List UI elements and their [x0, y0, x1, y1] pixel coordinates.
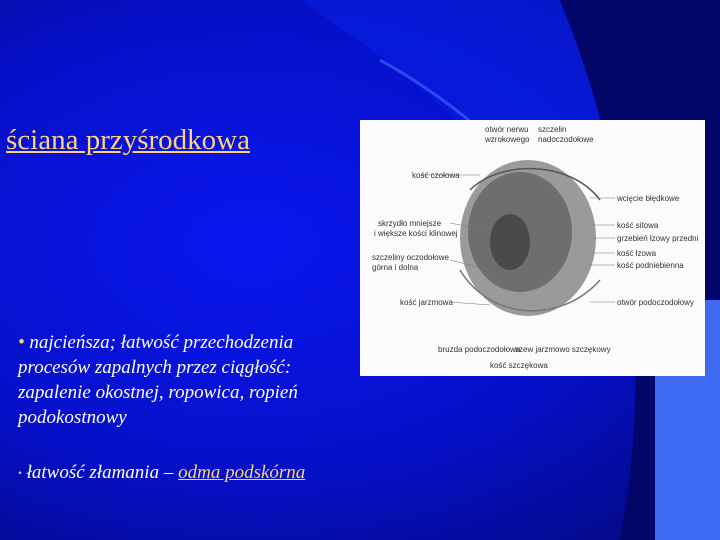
bullet-marker-2: • — [18, 467, 22, 480]
label-maxilla: kość szczękowa — [490, 361, 548, 370]
label-frontal: kość czołowa — [412, 171, 460, 180]
label-optic: otwór nerwu — [485, 125, 529, 134]
label-fissure: szczelin — [538, 125, 567, 134]
label-ethmoid: kość sitowa — [617, 221, 659, 230]
label-infraorbital: otwór podoczodołowy — [617, 298, 694, 307]
bullet-1 — [18, 330, 378, 430]
bullet-1-line-2: procesów zapalnych przez ciągłość: — [18, 357, 292, 378]
label-palatine: kość podniebienna — [617, 261, 684, 270]
label-wing: skrzydło mniejsze — [378, 219, 442, 228]
anatomy-figure — [360, 120, 705, 376]
label-wing2: i większe kości klinowej — [374, 229, 458, 238]
label-lacrimal: kość łzowa — [617, 249, 657, 258]
label-suture: szew jarzmowo szczękowy — [515, 345, 611, 354]
bullet-1-line-1: najcieńsza; łatwość przechodzenia — [29, 332, 294, 353]
bullet-2-text: łatwość złamania – — [26, 462, 179, 483]
label-groove: bruzda podoczodołowa — [438, 345, 521, 354]
bullet-2 — [18, 462, 305, 484]
slide-title: ściana przyśrodkowa — [6, 124, 250, 156]
label-orbital-fissures: szczeliny oczodołowe — [372, 253, 449, 262]
label-zygomatic: kość jarzmowa — [400, 298, 453, 307]
bullet-1-line-3: zapalenie okostnej, ropowica, ropień — [18, 382, 298, 403]
bullet-2-highlight: odma podskórna — [178, 462, 306, 483]
label-orbital-fissures2: górna i dolna — [372, 263, 419, 272]
orbit-illustration — [360, 120, 705, 376]
label-fissure2: nadoczodołowe — [538, 135, 594, 144]
label-optic2: wzrokowego — [485, 135, 530, 144]
label-crest: grzebień łzowy przedni — [617, 234, 699, 243]
label-notch: wcięcie błędkowe — [617, 194, 680, 203]
bullet-marker: • — [18, 332, 25, 353]
bullet-1-line-4: podokostnowy — [18, 407, 127, 428]
